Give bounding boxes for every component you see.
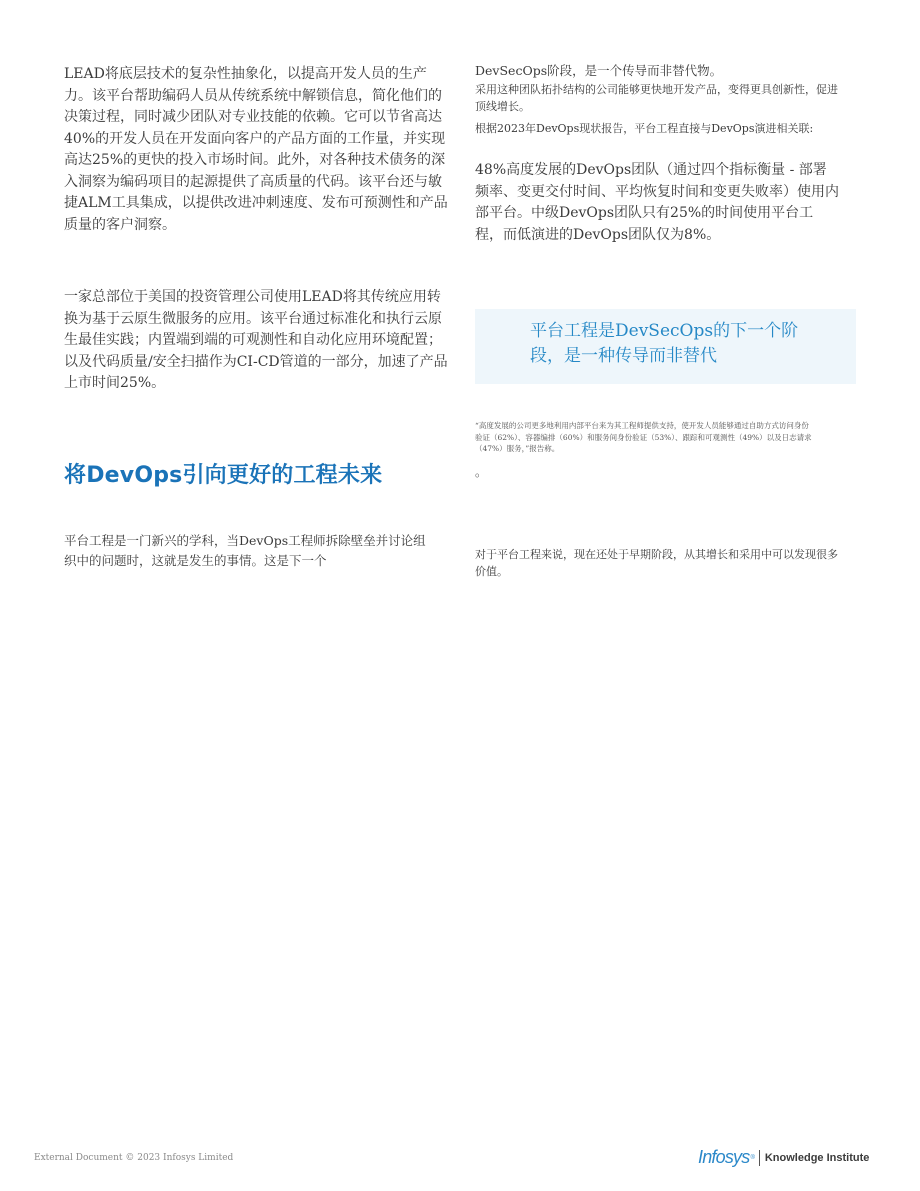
right-line-1: DevSecOps阶段，是一个传导而非替代物。: [475, 63, 723, 78]
left-paragraph-2: 一家总部位于美国的投资管理公司使用LEAD将其传统应用转换为基于云原生微服务的应用。该平台通过标准化和执行云原生最佳实践；内置端到端的可观测性和自动化应用环境配置；以及代码质量/安全扫描作为CI-CD管道的一部分，加速了产品上市时间25%。: [64, 289, 448, 391]
logo-knowledge-institute: Knowledge Institute: [764, 1151, 870, 1164]
right-paragraph-final: 对于平台工程来说，现在还处于早期阶段，从其增长和采用中可以发现很多价值。: [475, 548, 838, 578]
right-paragraph-report: 根据2023年DevOps现状报告，平台工程直接与DevOps演进相关联:: [475, 122, 814, 135]
infosys-knowledge-institute-logo: [698, 1147, 869, 1168]
left-paragraph-1: LEAD将底层技术的复杂性抽象化，以提高开发人员的生产力。该平台帮助编码人员从传统系统中解锁信息，简化他们的决策过程，同时减少团队对专业技能的依赖。它可以节省高达40%的开发人员在开发面向客户的产品方面的工作量，并实现高达25%的更快的投入市场时间。此外，对各种技术债务的深入洞察为编码项目的起源提供了高质量的代码。该平台还与敏捷ALM工具集成，以提供改进冲刺速度、发布可预测性和产品质量的客户洞察。: [64, 66, 448, 233]
right-paragraph-statistics: 48%高度发展的DevOps团队（通过四个指标衡量 - 部署频率、变更交付时间、平均恢复时间和变更失败率）使用内部平台。中级DevOps团队只有25%的时间使用平台工程，而低演进的DevOps团队仅为8%。: [475, 162, 839, 243]
logo-brand: Infosys: [698, 1147, 750, 1167]
footer-copyright: External Document © 2023 Infosys Limited: [34, 1153, 234, 1163]
pullquote-box: [475, 309, 856, 384]
section-heading: 将DevOps引向更好的工程未来: [64, 463, 383, 488]
report-quote: “高度发展的公司更多地利用内部平台来为其工程师提供支持，使开发人员能够通过自助方式访问身份验证（62%）、容器编排（60%）和服务间身份验证（53%）、跟踪和可观测性（49%）以及日志请求（47%）服务，”报告称。: [475, 421, 812, 453]
left-paragraph-3: 平台工程是一门新兴的学科，当DevOps工程师拆除壁垒并讨论组织中的问题时，这就是发生的事情。这是下一个: [64, 533, 426, 568]
logo-separator: [759, 1150, 760, 1166]
stray-period: 。: [475, 465, 488, 479]
pullquote-text: 平台工程是DevSecOps的下一个阶段，是一种传导而非替代: [530, 321, 799, 366]
logo-registered-mark: ®: [750, 1154, 755, 1161]
right-paragraph-adoption: 采用这种团队拓扑结构的公司能够更快地开发产品，变得更具创新性，促进顶线增长。: [475, 83, 838, 113]
